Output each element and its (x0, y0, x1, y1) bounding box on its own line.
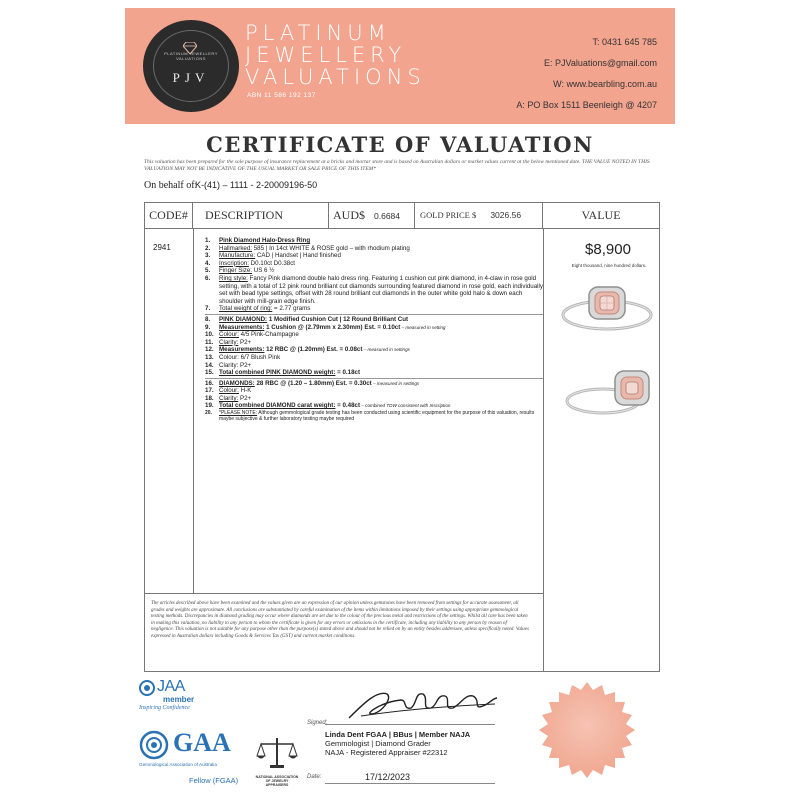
document-title: CERTIFICATE OF VALUATION (206, 132, 594, 157)
item-label: Measurements: (219, 346, 265, 354)
item-label: Clarity: (219, 338, 239, 346)
reference-number: K-(41) – 1111 - 2-20009196-50 (195, 180, 318, 190)
column-divider (193, 229, 194, 593)
item-text: 12 RBC @ (1.20mm) Est. = 0.08ct (264, 346, 363, 354)
item-text: = 2.77 grams (272, 305, 311, 313)
date-line (325, 783, 495, 784)
item-number: 6. (205, 274, 211, 282)
signer-name: Linda Dent FGAA | BBus | Member NAJA (325, 730, 471, 739)
item-number: 1. (205, 237, 211, 244)
website: W: www.bearbling.com.au (553, 79, 657, 89)
list-item (205, 245, 543, 253)
pjv-logo (143, 20, 239, 112)
item-label: Manufacture: (219, 252, 256, 260)
aud-label: AUD$ (333, 208, 365, 222)
item-text: = 0.48ct (335, 402, 361, 410)
item-label: Colour: (219, 331, 239, 339)
item-number: 12. (205, 346, 214, 354)
signature-line (325, 724, 495, 725)
list-item (205, 339, 543, 347)
item-number: 3. (205, 252, 211, 260)
item-text: CAD | Handset | Hand finished (255, 252, 341, 260)
date-label: Date: (307, 774, 322, 780)
header-band (125, 8, 675, 124)
valuation-table (144, 202, 660, 672)
item-text: Clarity: P2+ (219, 361, 252, 369)
item-label: Finger Size: (219, 267, 253, 275)
valuation-date: 17/12/2023 (365, 772, 411, 782)
list-item (205, 410, 543, 422)
naja-badge (255, 736, 299, 787)
valuation-terms: The articles described above have been examined and the values given are an expression of our opinion unless gemstones have been removed from settings for accurate assessment, all grades and weights are approximate. All conclusions are substantiated by careful examination of the items within limitations imposed by their settings using appropriate gemmological testing methods. Discrepancies in diamond grading may occur where diamonds are set due to the colour of the precious metal and restrictions of the settings. Whilst all care has been taken in making this valuation, no liability to any person to whom the certificate is given for any errors or omissions in the certificate, including any liability to any person by reason of negligence. This valuation is not suitable for any purpose other than the purpose(s) stated above and should not be relied on by an entity besides addressee, unless specifically noted. Values expressed in Australian dollars including Goods & Services Tax (GST) and current market conditions. (151, 601, 529, 639)
item-number: 5. (205, 267, 211, 275)
item-text: P2+ (238, 394, 252, 402)
item-text: 1 Cushion @ (2.79mm x 2.30mm) Est. = 0.10ct (264, 323, 401, 331)
item-label: Total combined DIAMOND carat weight: (219, 402, 336, 410)
gaa-fellow-text: Fellow (FGAA) (189, 776, 239, 785)
logo-ring-text: PLATINUM JEWELLERY VALUATIONS (164, 51, 218, 61)
ring-photo-side (563, 363, 659, 421)
item-label: PINK DIAMOND: (219, 315, 268, 323)
item-number: 18. (205, 394, 214, 402)
list-item (205, 402, 543, 410)
item-number: 13. (205, 353, 214, 361)
item-label: Hallmarked: (219, 244, 253, 252)
gold-price-label: GOLD PRICE $ (420, 210, 477, 220)
list-item (205, 252, 543, 260)
item-note: – measured in settings (362, 347, 410, 353)
gold-price-value: 3026.56 (490, 210, 522, 220)
signed-label: Signed: (307, 720, 328, 726)
item-label: Colour: (219, 387, 239, 395)
gold-price-cell (415, 203, 543, 228)
naja-text: NATIONAL ASSOCIATION OF JEWELRY APPRAISERS (255, 775, 299, 787)
item-text: Fancy Pink diamond double halo dress ring. Featuring 1 cushion cut pink diamond, in 4-claw in rose gold setting, with a total of 12 pink round brilliant cut diamonds surrounding featured diamond in rose gold, each individually set with bead type settings, offset with 28 round brilliant cut diamonds in the outer white gold halo & down each shoulder with mill-grain edge finish. (219, 274, 544, 305)
item-note: – measured in settings (371, 380, 420, 386)
item-text: Colour: 6/7 Blush Pink (219, 353, 281, 361)
gaa-text: GAA (173, 728, 231, 757)
jaa-member-text: member (163, 695, 195, 704)
item-text: = 0.18ct (335, 369, 361, 377)
aud-cell (329, 203, 415, 228)
item-text: 585 | In 14ct WHITE & ROSE gold – with rhodium plating (252, 244, 410, 252)
value-header: VALUE (581, 208, 621, 222)
item-text: US 6 ½ (252, 267, 275, 275)
item-text: 28 RBC @ (1.20 – 1.80mm) Est. = 0.30ct (254, 379, 372, 387)
item-label: Total combined PINK DIAMOND weight: (219, 369, 336, 377)
behalf-label: On behalf of: (144, 180, 198, 191)
description-header: DESCRIPTION (193, 203, 329, 228)
jaa-text: JAA (157, 678, 185, 695)
list-item (205, 305, 543, 313)
signer-details (325, 730, 470, 757)
item-number: 15. (205, 369, 214, 377)
item-text: H-K (238, 387, 252, 395)
item-number: 10. (205, 331, 214, 339)
list-item (205, 275, 543, 305)
ring-photo-front (559, 279, 655, 337)
item-number: 17. (205, 387, 214, 395)
scales-icon (255, 736, 299, 770)
item-text: 1 Modified Cushion Cut | 12 Round Brilliant Cut (267, 315, 409, 323)
item-text: Although gemmological grade testing has been conducted using scientific equipment for the purpose of this valuation, results maybe subjective & further laboratory testing maybe required (219, 410, 535, 423)
brand-line: VALUATIONS (245, 65, 426, 89)
handwritten-signature (341, 684, 501, 724)
list-item (205, 324, 543, 332)
gaa-logo-icon (139, 730, 169, 760)
item-number: 8. (205, 315, 211, 323)
aud-value: 0.6684 (374, 211, 400, 221)
row-divider (145, 593, 543, 594)
embossed-seal (537, 680, 637, 780)
item-number: 7. (205, 305, 211, 313)
email: E: PJValuations@gmail.com (543, 58, 657, 68)
list-item (205, 378, 543, 388)
item-label: Ring style: (219, 274, 248, 282)
item-number: 9. (205, 323, 211, 331)
brand-line: JEWELLERY (245, 43, 407, 67)
item-number: 4. (205, 259, 211, 267)
item-number: 16. (205, 379, 214, 387)
brand-name (245, 22, 426, 88)
item-label: Total weight of ring: (219, 305, 273, 313)
item-number: 20. (205, 410, 212, 417)
item-text: 4/5 Pink-Champagne (238, 331, 299, 339)
item-label: DIAMONDS: (219, 379, 255, 387)
phone: T: 0431 645 785 (592, 37, 657, 47)
item-label: Inscription: (219, 259, 249, 267)
item-number: 11. (205, 338, 214, 346)
abn-number: ABN 11 586 192 137 (247, 92, 316, 99)
item-label: Clarity: (219, 394, 239, 402)
logo-initials: PJV (172, 70, 210, 85)
jaa-logo-icon (139, 680, 155, 696)
logo-ring (153, 30, 229, 102)
code-header: CODE# (145, 203, 193, 228)
certificate-page (125, 8, 675, 792)
list-item (205, 346, 543, 354)
item-note: – measured in setting (400, 324, 446, 330)
gaa-full-name: Gemmological Association of Australia (139, 762, 217, 767)
item-text: D0.10ct D0.38ct (248, 259, 296, 267)
item-number: 14. (205, 361, 214, 369)
postal-address: A: PO Box 1511 Beenleigh @ 4207 (516, 100, 657, 110)
item-note: – combined TDW consistent with Inscription (360, 403, 451, 409)
list-item (205, 369, 543, 377)
list-item (205, 331, 543, 339)
signer-role: Gemmologist | Diamond Grader (325, 739, 431, 748)
list-item (205, 267, 543, 275)
item-label: *PLEASE NOTE: (219, 410, 258, 417)
item-label: Pink Diamond Halo-Dress Ring (219, 237, 311, 244)
list-item (205, 260, 543, 268)
valuation-amount-words: Eight thousand, nine hundred dollars. (571, 263, 647, 268)
contact-block (516, 32, 657, 116)
column-divider (543, 229, 544, 671)
item-code: 2941 (153, 243, 171, 252)
item-number: 19. (205, 402, 214, 410)
valuation-disclaimer: This valuation has been prepared for the sole purpose of insurance replacement at a bricks and mortar store and is based on Australian dollars or market values current at the below mentioned date. THE VALUE NOTED IN THIS VALUATION MAY NOT BE INDICATIVE OF THE USUAL MARKET OR SALE PRICE OF THIS ITEM* (144, 159, 650, 172)
list-item (205, 387, 543, 395)
table-header (145, 203, 659, 229)
list-item (205, 354, 543, 362)
jaa-tagline: Inspiring Confidence (139, 705, 190, 711)
list-item (205, 395, 543, 403)
on-behalf-of (144, 180, 318, 191)
signer-registration: NAJA - Registered Appraiser #22312 (325, 748, 448, 757)
item-text: P2+ (238, 338, 252, 346)
brand-line: PLATINUM (245, 21, 391, 45)
item-label: Measurements: (219, 323, 265, 331)
list-item (205, 237, 543, 245)
list-item (205, 362, 543, 370)
item-description-list (205, 237, 543, 422)
list-item (205, 314, 543, 324)
item-number: 2. (205, 244, 211, 252)
valuation-amount: $8,900 (585, 241, 631, 258)
